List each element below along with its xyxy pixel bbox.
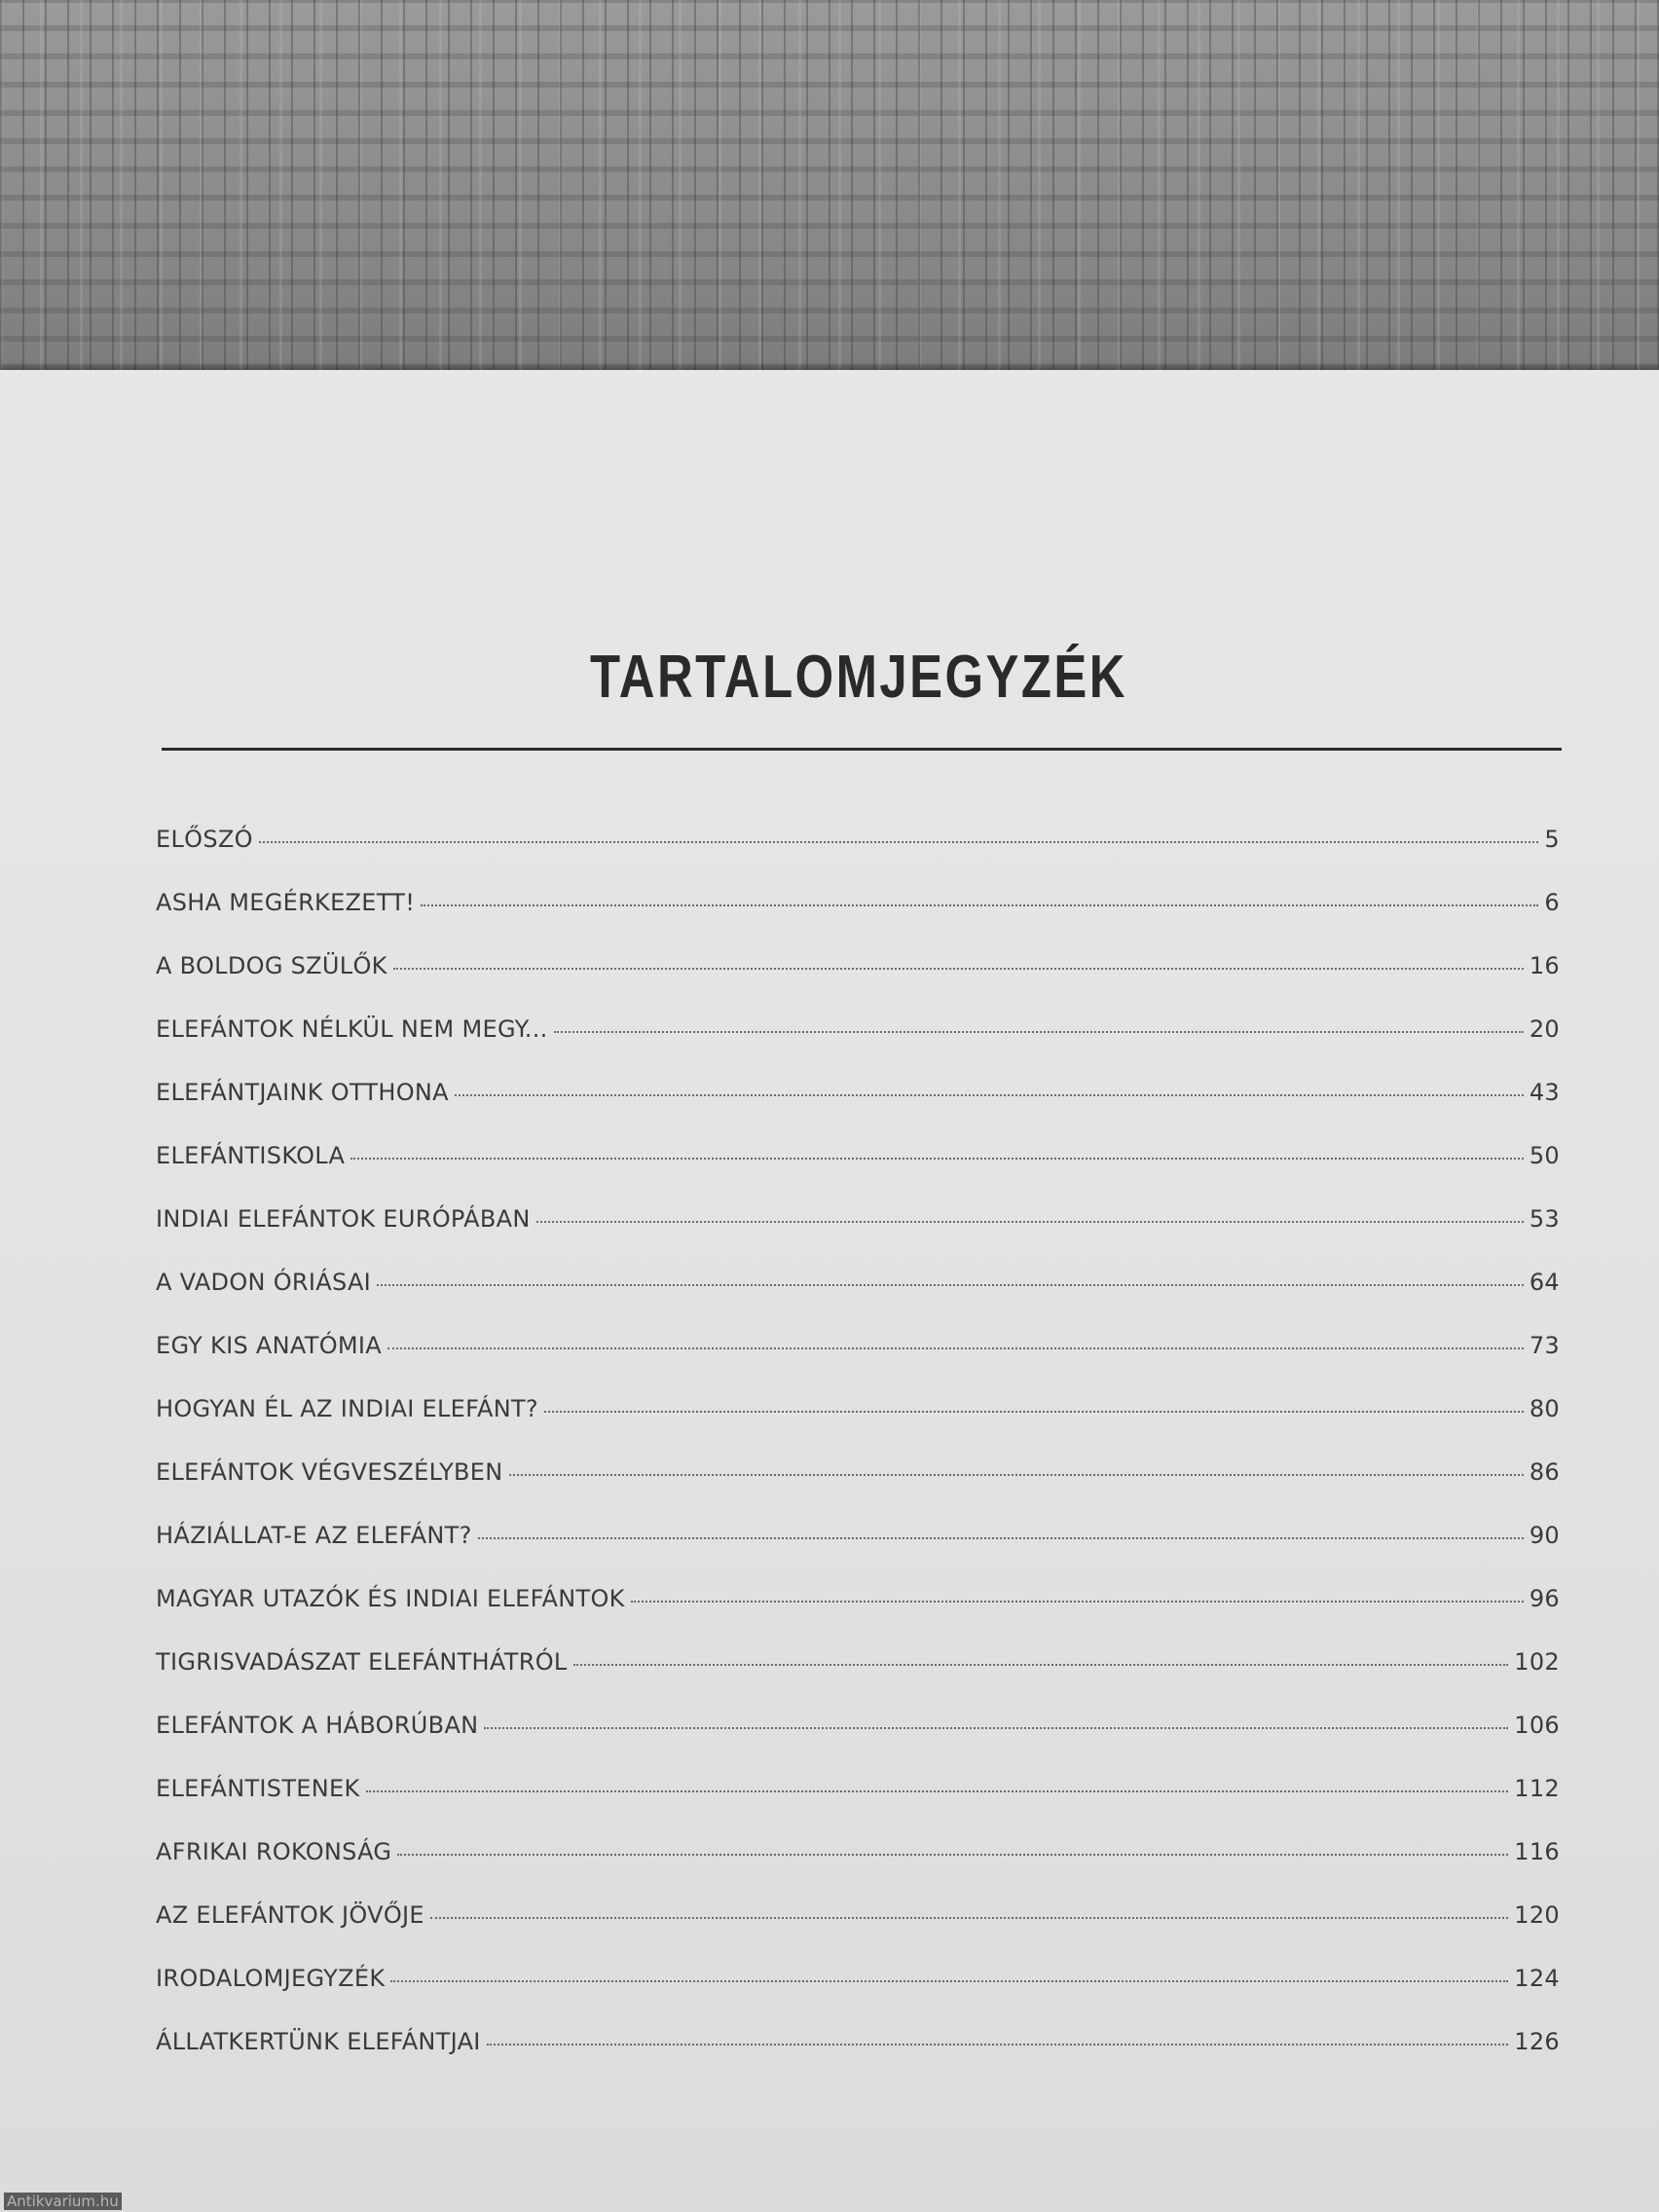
toc-entry-title: MAGYAR UTAZÓK ÉS INDIAI ELEFÁNTOK <box>156 1585 625 1612</box>
toc-entry-page: 102 <box>1514 1648 1560 1676</box>
toc-entry-title: ELEFÁNTOK A HÁBORÚBAN <box>156 1712 479 1739</box>
toc-entry-page: 126 <box>1514 2028 1560 2055</box>
toc-entry-page: 96 <box>1529 1585 1560 1612</box>
toc-dot-leader <box>455 1094 1524 1096</box>
toc-entry-title: A VADON ÓRIÁSAI <box>156 1269 372 1296</box>
toc-entry-page: 20 <box>1529 1015 1560 1043</box>
toc-entry <box>156 1712 1560 1775</box>
toc-entry-page: 16 <box>1529 952 1560 979</box>
toc-dot-leader <box>484 1727 1508 1729</box>
toc-entry <box>156 1142 1560 1205</box>
toc-entry-title: AFRIKAI ROKONSÁG <box>156 1838 392 1865</box>
page-title: TARTALOMJEGYZÉK <box>590 644 1127 711</box>
toc-entry-page: 5 <box>1544 826 1560 853</box>
toc-dot-leader <box>390 1980 1508 1982</box>
toc-entry <box>156 2028 1560 2091</box>
toc-entry <box>156 1522 1560 1585</box>
toc-dot-leader <box>393 968 1524 970</box>
toc-entry-title: IRODALOMJEGYZÉK <box>156 1965 386 1992</box>
toc-entry-title: AZ ELEFÁNTOK JÖVŐJE <box>156 1901 424 1929</box>
toc-entry <box>156 1838 1560 1901</box>
toc-entry-title: ELEFÁNTOK NÉLKÜL NEM MEGY... <box>156 1015 548 1043</box>
watermark-text: Antikvarium.hu <box>4 2193 122 2210</box>
toc-entry <box>156 1079 1560 1142</box>
toc-dot-leader <box>259 841 1539 843</box>
toc-entry-page: 116 <box>1514 1838 1560 1865</box>
toc-entry-page: 73 <box>1529 1332 1560 1359</box>
toc-dot-leader <box>397 1854 1508 1856</box>
toc-entry-title: HÁZIÁLLAT-E AZ ELEFÁNT? <box>156 1522 472 1549</box>
toc-entry-title: ELEFÁNTISKOLA <box>156 1142 346 1169</box>
toc-entry-title: ELEFÁNTISTENEK <box>156 1775 360 1802</box>
toc-entry-page: 106 <box>1514 1712 1560 1739</box>
toc-entry <box>156 1965 1560 2028</box>
toc-entry-title: HOGYAN ÉL AZ INDIAI ELEFÁNT? <box>156 1395 538 1422</box>
toc-entry <box>156 1269 1560 1332</box>
toc-dot-leader <box>366 1790 1509 1792</box>
toc-entry <box>156 889 1560 952</box>
toc-dot-leader <box>544 1411 1524 1413</box>
toc-entry <box>156 1395 1560 1458</box>
toc-dot-leader <box>387 1347 1524 1349</box>
toc-entry-title: INDIAI ELEFÁNTOK EURÓPÁBAN <box>156 1205 531 1233</box>
toc-entry-page: 53 <box>1529 1205 1560 1233</box>
toc-entry-title: ELŐSZÓ <box>156 826 253 853</box>
toc-entry <box>156 1648 1560 1712</box>
toc-entry-page: 112 <box>1514 1775 1560 1802</box>
toc-entry-title: TIGRISVADÁSZAT ELEFÁNTHÁTRÓL <box>156 1648 568 1676</box>
toc-entry-page: 90 <box>1529 1522 1560 1549</box>
toc-entry <box>156 1015 1560 1079</box>
toc-entry <box>156 1775 1560 1838</box>
toc-entry-page: 80 <box>1529 1395 1560 1422</box>
toc-entry <box>156 826 1560 889</box>
title-underline <box>162 748 1562 751</box>
toc-entry <box>156 1458 1560 1522</box>
toc-entry-title: ASHA MEGÉRKEZETT! <box>156 889 416 916</box>
toc-dot-leader <box>536 1221 1524 1223</box>
toc-dot-leader <box>487 2044 1509 2046</box>
toc-dot-leader <box>350 1158 1524 1160</box>
toc-entry-page: 124 <box>1514 1965 1560 1992</box>
wooden-background <box>0 0 1659 370</box>
toc-entry <box>156 1901 1560 1965</box>
toc-dot-leader <box>377 1284 1524 1286</box>
toc-entry-title: ÁLLATKERTÜNK ELEFÁNTJAI <box>156 2028 481 2055</box>
toc-entry-page: 6 <box>1544 889 1560 916</box>
toc-dot-leader <box>573 1664 1509 1666</box>
toc-dot-leader <box>478 1537 1524 1539</box>
toc-entry <box>156 952 1560 1015</box>
toc-entry-title: ELEFÁNTOK VÉGVESZÉLYBEN <box>156 1458 503 1486</box>
toc-dot-leader <box>509 1474 1524 1476</box>
toc-entry-page: 64 <box>1529 1269 1560 1296</box>
toc-dot-leader <box>554 1031 1524 1033</box>
table-of-contents <box>156 826 1560 2091</box>
toc-entry-page: 120 <box>1514 1901 1560 1929</box>
toc-dot-leader <box>421 904 1538 906</box>
toc-entry-page: 86 <box>1529 1458 1560 1486</box>
toc-dot-leader <box>430 1917 1508 1919</box>
toc-entry <box>156 1332 1560 1395</box>
toc-entry-page: 43 <box>1529 1079 1560 1106</box>
toc-entry-title: EGY KIS ANATÓMIA <box>156 1332 383 1359</box>
toc-entry-page: 50 <box>1529 1142 1560 1169</box>
toc-entry <box>156 1205 1560 1269</box>
toc-entry-title: A BOLDOG SZÜLŐK <box>156 952 387 979</box>
toc-entry-title: ELEFÁNTJAINK OTTHONA <box>156 1079 449 1106</box>
toc-entry <box>156 1585 1560 1648</box>
toc-dot-leader <box>631 1601 1524 1603</box>
